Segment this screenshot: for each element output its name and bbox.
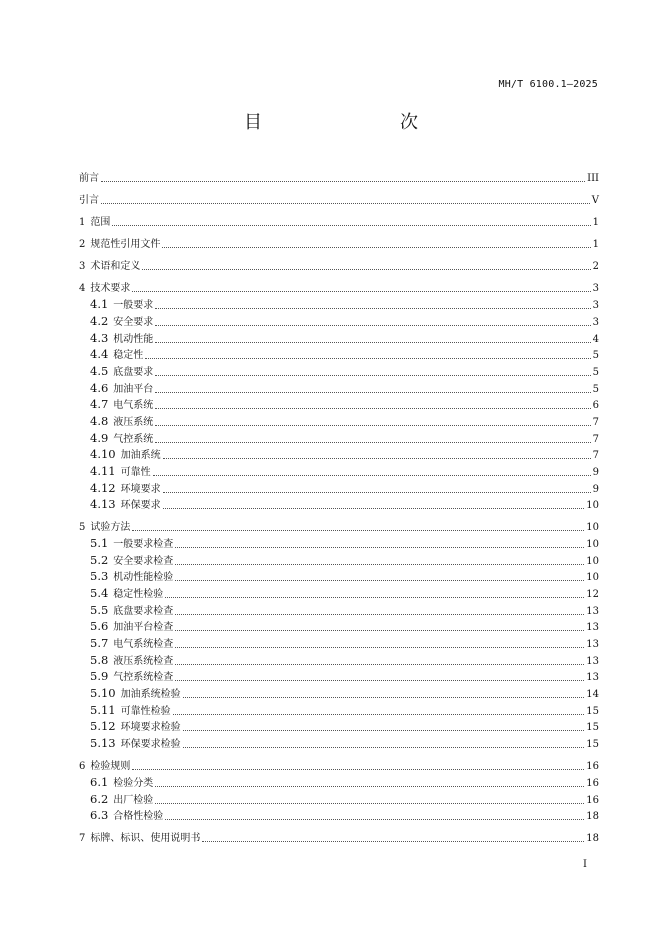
toc-entry-number: 4.9 [90,431,109,445]
toc-entry[interactable] [90,704,599,718]
toc-entry-title: 电气系统检查 [113,639,174,650]
toc-entry-page: 18 [586,811,599,822]
toc-entry[interactable] [90,382,599,396]
toc-entry-label [79,283,130,295]
toc-entry-number: 5.4 [90,586,109,600]
toc-entry-title: 稳定性 [113,350,144,361]
toc-entry-page: 4 [592,334,599,345]
toc-entry-page: 18 [586,833,599,844]
dot-leader [163,507,585,509]
dot-leader [175,579,584,581]
toc-entry-label [79,239,160,251]
toc-entry-label [90,604,173,618]
dot-leader [155,307,590,309]
dot-leader [155,341,590,343]
dot-leader [142,268,590,270]
toc-entry-page: 7 [592,450,599,461]
toc-entry-page: 13 [586,606,599,617]
toc-entry-number: 4.10 [90,447,116,461]
toc-entry-number: 5.9 [90,669,109,683]
toc-entry-title: 气控系统检查 [113,672,174,683]
toc-entry-number: 5.2 [90,553,109,567]
toc-entry-page: 10 [586,572,599,583]
toc-entry-page: 2 [592,261,599,272]
dot-leader [175,546,584,548]
dot-leader [162,246,590,248]
toc-entry[interactable] [90,637,599,651]
toc-entry[interactable] [79,193,599,207]
toc-entry-title: 一般要求检查 [113,539,174,550]
toc-entry-title: 液压系统 [113,417,154,428]
toc-entry-label [79,761,130,773]
toc-entry-label [79,217,110,229]
toc-entry-title: 加油系统检验 [120,689,181,700]
toc-entry-page: 7 [592,417,599,428]
page-title: 目 次 [244,112,452,133]
toc-entry-page: 16 [586,778,599,789]
dot-leader [153,474,591,476]
toc-entry[interactable] [90,809,599,823]
toc-entry-page: 9 [592,484,599,495]
toc-entry-title: 安全要求检查 [113,556,174,567]
toc-entry-title: 底盘要求 [113,367,154,378]
toc-entry-label [90,415,153,429]
toc-entry-number: 3 [79,261,86,272]
toc-entry-number: 4.7 [90,397,109,411]
dot-leader [175,629,584,631]
toc-entry-page: 15 [586,706,599,717]
toc-entry-number: 5.13 [90,736,116,750]
toc-entry-title: 标牌、标识、使用说明书 [90,833,201,844]
toc-entry-label [90,315,153,329]
toc-entry-title: 气控系统 [113,434,154,445]
toc-entry[interactable] [90,654,599,668]
dot-leader [155,391,590,393]
toc-entry-number: 2 [79,239,86,250]
toc-entry-label [79,261,140,273]
toc-entry-page: 14 [586,689,599,700]
toc-entry-number: 4.6 [90,381,109,395]
toc-entry-label [90,348,143,362]
toc-entry-page: 16 [586,795,599,806]
toc-entry-number: 5.12 [90,719,116,733]
toc-entry[interactable] [79,281,599,295]
toc-entry[interactable] [90,465,599,479]
toc-entry[interactable] [79,237,599,251]
toc-entry[interactable] [90,793,599,807]
toc-entry-title: 前言 [79,173,99,184]
toc-entry-title: 机动性能检验 [113,572,174,583]
toc-entry-number: 5.7 [90,636,109,650]
toc-entry[interactable] [90,498,599,512]
toc-entry[interactable] [90,365,599,379]
dot-leader [175,679,584,681]
toc-entry[interactable] [90,620,599,634]
toc-entry-page: 5 [592,350,599,361]
toc-entry[interactable] [90,448,599,462]
toc-entry-number: 5.8 [90,653,109,667]
dot-leader [132,529,584,531]
toc-entry-label [90,737,181,751]
dot-leader [175,613,584,615]
toc-entry-title: 检验分类 [113,778,154,789]
toc-entry-number: 4.11 [90,464,116,478]
dot-leader [183,746,585,748]
toc-entry-label [79,833,200,845]
toc-entry-page: 1 [592,239,599,250]
toc-entry-label [90,809,163,823]
toc-entry-page: 10 [586,556,599,567]
toc-entry[interactable] [90,737,599,751]
toc-entry-number: 4.5 [90,364,109,378]
toc-entry-title: 试验方法 [90,522,131,533]
toc-entry-page: 3 [592,300,599,311]
toc-entry-page: 10 [586,539,599,550]
toc-entry-label [90,465,151,479]
dot-leader [132,768,584,770]
toc-entry-label [90,398,153,412]
dot-leader [173,713,585,715]
toc-entry[interactable] [79,759,599,773]
toc-entry-label [79,173,99,185]
toc-entry-number: 4.1 [90,297,109,311]
toc-entry-title: 一般要求 [113,300,154,311]
toc-entry[interactable] [90,570,599,584]
toc-entry-title: 合格性检验 [113,811,164,822]
dot-leader [163,457,591,459]
toc-entry[interactable] [90,482,599,496]
toc-entry[interactable] [90,332,599,346]
toc-entry-label [90,537,173,551]
toc-entry-page: 5 [592,384,599,395]
toc-entry-page: 10 [586,522,599,533]
toc-entry-title: 环保要求检验 [120,739,181,750]
toc-entry-page: V [591,195,599,206]
toc-entry-number: 5.6 [90,619,109,633]
toc-entry-page: 16 [586,761,599,772]
toc-entry-page: 13 [586,622,599,633]
dot-leader [101,180,585,182]
toc-entry-label [90,687,181,701]
toc-entry[interactable] [90,537,599,551]
toc-entry-label [90,382,153,396]
toc-entry-number: 5 [79,522,86,533]
dot-leader [175,563,584,565]
toc-entry-title: 加油平台检查 [113,622,174,633]
toc-entry-label [90,332,153,346]
toc-entry-page: 3 [592,317,599,328]
toc-entry[interactable] [90,604,599,618]
toc-entry-number: 7 [79,833,86,844]
toc-entry-number: 4.2 [90,314,109,328]
toc-entry-title: 规范性引用文件 [90,239,161,250]
toc-entry-number: 6 [79,761,86,772]
toc-entry-title: 环境要求检验 [120,722,181,733]
toc-entry-title: 电气系统 [113,400,154,411]
dot-leader [145,357,590,359]
toc-entry-label [90,587,163,601]
toc-entry-page: 13 [586,639,599,650]
dot-leader [183,729,585,731]
toc-entry-title: 环境要求 [120,484,161,495]
dot-leader [175,663,584,665]
dot-leader [183,696,585,698]
dot-leader [175,646,584,648]
toc-entry[interactable] [79,259,599,273]
toc-entry-title: 加油系统 [120,450,161,461]
toc-entry-page: 13 [586,672,599,683]
standard-code: MH/T 6100.1—2025 [498,79,598,90]
toc-entry-page: 3 [592,283,599,294]
toc-entry[interactable] [90,776,599,790]
toc-entry-label [90,554,173,568]
dot-leader [101,202,590,204]
dot-leader [155,441,590,443]
toc-entry[interactable] [90,587,599,601]
toc-entry-number: 6.3 [90,808,109,822]
toc-entry-page: 10 [586,500,599,511]
toc-entry[interactable] [90,415,599,429]
toc-entry-page: 7 [592,434,599,445]
toc-entry-page: III [587,173,599,184]
dot-leader [202,840,584,842]
toc-entry-title: 机动性能 [113,334,154,345]
toc-entry-title: 稳定性检验 [113,589,164,600]
toc-entry-page: 5 [592,367,599,378]
toc-entry-page: 15 [586,722,599,733]
toc-entry-number: 4.12 [90,481,116,495]
page-number: I [583,859,587,870]
toc-entry-number: 6.2 [90,792,109,806]
toc-entry-label [90,704,171,718]
dot-leader [163,491,591,493]
dot-leader [112,224,590,226]
toc-entry-number: 4.3 [90,331,109,345]
toc-entry-label [79,195,99,207]
toc-entry[interactable] [79,831,599,845]
toc-entry[interactable] [90,398,599,412]
toc-entry-label [90,365,153,379]
toc-entry-title: 环保要求 [120,500,161,511]
toc-entry-label [90,298,153,312]
toc-entry-page: 9 [592,467,599,478]
toc-entry-number: 4 [79,283,86,294]
toc-entry-label [79,522,130,534]
toc-entry-title: 出厂检验 [113,795,154,806]
toc-entry[interactable] [90,720,599,734]
toc-entry[interactable] [79,171,599,185]
toc-entry-label [90,720,181,734]
toc-entry-page: 13 [586,656,599,667]
dot-leader [155,424,590,426]
toc-entry-number: 6.1 [90,775,109,789]
toc-entry[interactable] [90,348,599,362]
dot-leader [165,596,584,598]
toc-entry[interactable] [90,687,599,701]
toc-entry-number: 5.10 [90,686,116,700]
toc-entry-page: 12 [586,589,599,600]
toc-entry-number: 4.8 [90,414,109,428]
toc-entry-title: 引言 [79,195,99,206]
toc-entry[interactable] [79,215,599,229]
dot-leader [155,802,584,804]
toc-entry-number: 1 [79,217,86,228]
dot-leader [155,785,584,787]
dot-leader [132,290,590,292]
toc-entry-title: 范围 [90,217,111,228]
toc-entry-label [90,637,173,651]
toc-entry-label [90,670,173,684]
toc-entry-label [90,793,153,807]
toc-entry-number: 5.1 [90,536,109,550]
toc-entry-number: 5.5 [90,603,109,617]
toc-entry[interactable] [79,520,599,534]
dot-leader [155,407,590,409]
toc-entry-label [90,432,153,446]
toc-entry-title: 安全要求 [113,317,154,328]
toc-entry-title: 技术要求 [90,283,131,294]
dot-leader [165,818,584,820]
toc-entry-label [90,654,173,668]
toc-entry-label [90,570,173,584]
toc-entry-label [90,498,161,512]
dot-leader [155,374,590,376]
toc-entry-page: 1 [592,217,599,228]
toc-entry-title: 可靠性 [120,467,151,478]
toc-entry-title: 可靠性检验 [120,706,171,717]
toc-entry-title: 底盘要求检查 [113,606,174,617]
toc-entry-label [90,482,161,496]
toc-entry-number: 5.11 [90,703,116,717]
toc-entry[interactable] [90,315,599,329]
toc-entry[interactable] [90,432,599,446]
toc-entry-title: 液压系统检查 [113,656,174,667]
toc-entry-title: 术语和定义 [90,261,141,272]
toc-entry-number: 4.13 [90,497,116,511]
toc-entry-page: 15 [586,739,599,750]
toc-entry[interactable] [90,554,599,568]
toc-entry-label [90,448,161,462]
toc-entry-label [90,620,173,634]
toc-entry-title: 加油平台 [113,384,154,395]
toc-entry-title: 检验规则 [90,761,131,772]
toc-entry[interactable] [90,670,599,684]
toc-entry-number: 5.3 [90,569,109,583]
dot-leader [155,324,590,326]
toc-entry[interactable] [90,298,599,312]
toc-entry-label [90,776,153,790]
toc-entry-number: 4.4 [90,347,109,361]
toc-entry-page: 6 [592,400,599,411]
